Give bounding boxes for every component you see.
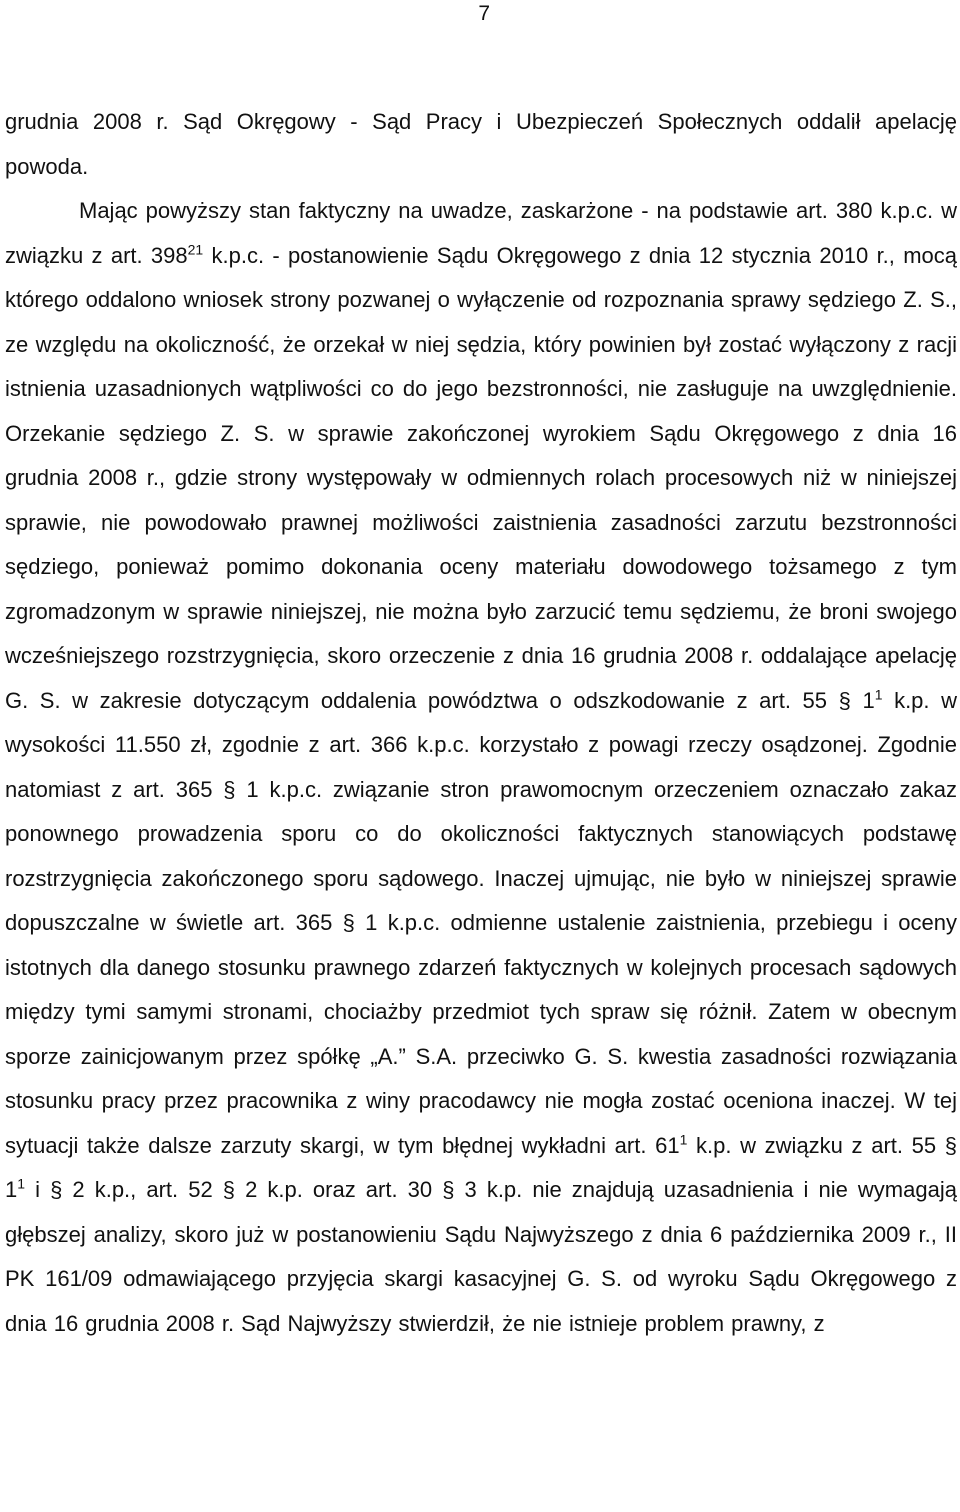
paragraph-1 <box>5 189 957 1346</box>
text-run: i <box>25 1177 51 1202</box>
text-run: 1 k.p.c. związanie stron prawomocnym orzeczeniem oznaczało zakaz ponownego prowadzenia sporu co do okoliczności faktycznych stanowiących podstawę rozstrzygnięcia zakończonego sporu sądowego. Inaczej ujmując, nie było w niniejszej sprawie dopuszczalne w świetle art. 365 <box>5 776 957 935</box>
section-sign: § <box>944 1132 957 1158</box>
text-run: 2 k.p., art. 52 <box>62 1177 223 1202</box>
text-run: 2 k.p. oraz art. 30 <box>235 1177 443 1202</box>
superscript: 1 <box>17 1175 26 1192</box>
text-run: k.p. w związku z art. 55 <box>687 1132 945 1158</box>
document-body <box>5 100 957 1346</box>
text-run: Mając powyższy stan faktyczny na uwadze, zaskarżone - na podstawie art. 380 k.p.c. w związku z art. 398 <box>5 198 957 268</box>
section-sign: § <box>442 1177 455 1202</box>
text-run: 1 <box>5 1177 18 1202</box>
page-number: 7 <box>478 2 490 25</box>
section-sign: § <box>222 1177 235 1202</box>
text-run: 1 <box>850 687 875 713</box>
superscript: 1 <box>874 686 883 703</box>
text-run: 1 k.p.c. odmienne ustalenie zaistnienia, przebiegu i oceny istotnych dla danego stosunku prawnego zdarzeń faktycznych w kolejnych procesach sądowych między tymi samymi stronami, chociażby przedmiot tych spraw się różnił. Zatem w obecnym sporze zainicjowanym przez spółkę „A.” S.A. przeciwko G. S. kwestia zasadności rozwiązania stosunku pracy przez pracownika z winy pracodawcy nie mogła zostać oceniona inaczej. W tej sytuacji także dalsze zarzuty skargi, w tym błędnej wykładni art. 61 <box>5 910 957 1158</box>
text-run: 3 k.p. nie znajdują uzasadnienia i nie wymagają głębszej analizy, skoro już w postanowieniu Sądu Najwyższego z dnia 6 października 2009 r., II PK 161/09 odmawiającego przyjęcia skargi kasacyjnej G. S. od wyroku Sądu Okręgowego z dnia 16 grudnia 2008 r. Sąd Najwyższy stwierdził, że nie istnieje problem prawny, z <box>5 1177 957 1336</box>
section-sign: § <box>838 687 851 713</box>
superscript: 1 <box>679 1131 688 1148</box>
section-sign: § <box>342 910 355 935</box>
paragraph-0 <box>5 100 957 189</box>
section-sign: § <box>50 1177 63 1202</box>
text-run: k.p. w wysokości 11.550 zł, zgodnie z art. 366 k.p.c. korzystało z powagi rzeczy osądzonej. Zgodnie natomiast z art. 365 <box>5 687 957 802</box>
superscript: 21 <box>187 241 204 258</box>
text-run: k.p.c. - postanowienie Sądu Okręgowego z dnia 12 stycznia 2010 r., mocą którego oddalono wniosek strony pozwanej o wyłączenie od rozpoznania sprawy sędziego Z. S., ze względu na okoliczność, że orzekał w niej sędzia, który powinien był zostać wyłączony z racji istnienia uzasadnionych wątpliwości co do jego bezstronności, nie zasługuje na uwzględnienie. Orzekanie sędziego Z. S. w sprawie zakończonej wyrokiem Sądu Okręgowego z dnia 16 grudnia 2008 r., gdzie strony występowały w odmiennych rolach procesowych niż w niniejszej sprawie, nie powodowało prawnej możliwości zaistnienia zasadności zarzutu bezstronności sędziego, ponieważ pomimo dokonania oceny materiału dowodowego tożsamego z tym zgromadzonym w sprawie niniejszej, nie można było zarzucić temu sędziemu, że broni swojego wcześniejszego rozstrzygnięcia, skoro orzeczenie z dnia 16 grudnia 2008 r. oddalające apelację G. S. w zakresie dotyczącym oddalenia powództwa o odszkodowanie z art. 55 <box>5 242 957 713</box>
section-sign: § <box>223 776 236 802</box>
text-run: grudnia 2008 r. Sąd Okręgowy - Sąd Pracy i Ubezpieczeń Społecznych oddalił apelację powoda. <box>5 109 957 179</box>
